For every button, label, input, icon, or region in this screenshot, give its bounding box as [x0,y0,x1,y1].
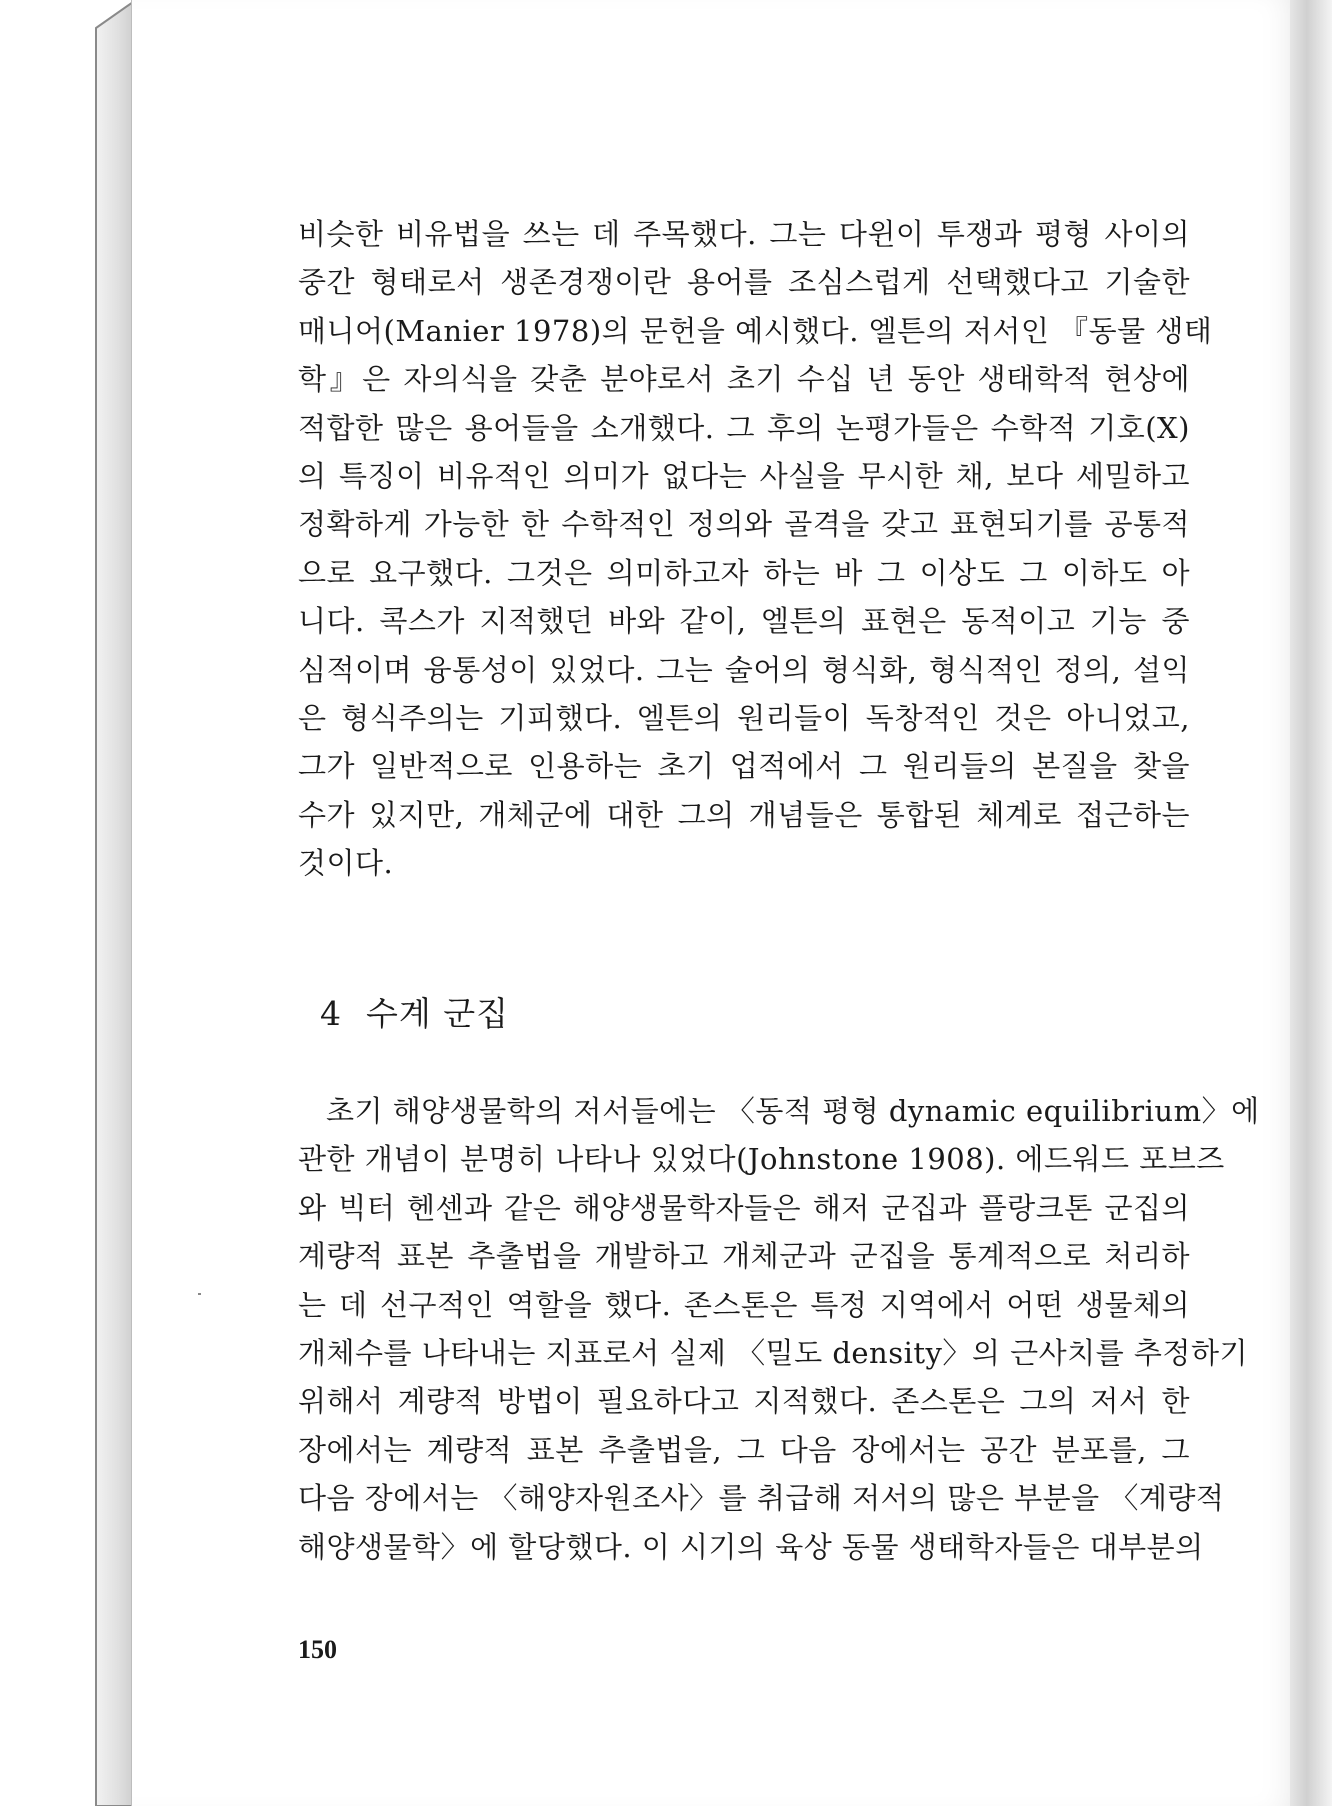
scan-speck [198,1293,201,1295]
text-line: 매니어(Manier 1978)의 문헌을 예시했다. 엘튼의 저서인 『동물 생태 [298,313,1213,348]
section-title: 수계 군집 [366,994,510,1033]
text-line: 장에서는 계량적 표본 추출법을, 그 다음 장에서는 공간 분포를, 그 [298,1432,1190,1467]
text-line: 은 형식주의는 기피했다. 엘튼의 원리들이 독창적인 것은 아니었고, [298,700,1190,735]
text-line: 위해서 계량적 방법이 필요하다고 지적했다. 존스톤은 그의 저서 한 [298,1384,1190,1419]
text-line: 중간 형태로서 생존경쟁이란 용어를 조심스럽게 선택했다고 기술한 [298,265,1190,300]
text-line: 것이다. [298,846,394,881]
section-number: 4 [320,994,342,1033]
text-line: 비슷한 비유법을 쓰는 데 주목했다. 그는 다윈이 투쟁과 평형 사이의 [298,217,1190,251]
text-line: 의 특징이 비유적인 의미가 없다는 사실을 무시한 채, 보다 세밀하고 [298,458,1190,493]
text-line: 계량적 표본 추출법을 개발하고 개체군과 군집을 통계적으로 처리하 [298,1239,1190,1274]
text-line: 정확하게 가능한 한 수학적인 정의와 골격을 갖고 표현되기를 공통적 [298,507,1190,542]
text-line: 그가 일반적으로 인용하는 초기 업적에서 그 원리들의 본질을 찾을 [298,749,1190,784]
section-heading [320,988,509,1035]
book-spine-edge [0,0,135,1806]
text-line: 다음 장에서는 〈해양자원조사〉를 취급해 저서의 많은 부분을 〈계량적 [298,1481,1225,1516]
text-line: 와 빅터 헨센과 같은 해양생물학자들은 해저 군집과 플랑크톤 군집의 [298,1190,1190,1225]
text-line: 학』은 자의식을 갖춘 분야로서 초기 수십 년 동안 생태학적 현상에 [298,362,1190,397]
page-edge-shadow [1290,0,1332,1806]
text-line: 적합한 많은 용어들을 소개했다. 그 후의 논평가들은 수학적 기호(X) [298,410,1190,445]
text-line: 초기 해양생물학의 저서들에는 〈동적 평형 dynamic equilibrium〉에 [326,1094,1260,1128]
text-line: 개체수를 나타내는 지표로서 실제 〈밀도 density〉의 근사치를 추정하기 [298,1335,1248,1370]
body-paragraph-2 [298,1087,1260,1571]
text-line: 으로 요구했다. 그것은 의미하고자 하는 바 그 이상도 그 이하도 아 [298,555,1190,590]
text-line: 심적이며 융통성이 있었다. 그는 술어의 형식화, 형식적인 정의, 설익 [298,652,1190,687]
body-paragraph-1 [298,210,1213,887]
text-line: 니다. 콕스가 지적했던 바와 같이, 엘튼의 표현은 동적이고 기능 중 [298,604,1190,639]
page-number: 150 [298,1635,337,1664]
text-line: 관한 개념이 분명히 나타나 있었다(Johnstone 1908). 에드워드 포브즈 [298,1142,1225,1177]
text-line: 해양생물학〉에 할당했다. 이 시기의 육상 동물 생태학자들은 대부분의 [298,1529,1204,1564]
text-line: 는 데 선구적인 역할을 했다. 존스톤은 특정 지역에서 어떤 생물체의 [298,1287,1190,1322]
text-line: 수가 있지만, 개체군에 대한 그의 개념들은 통합된 체계로 접근하는 [298,797,1190,832]
